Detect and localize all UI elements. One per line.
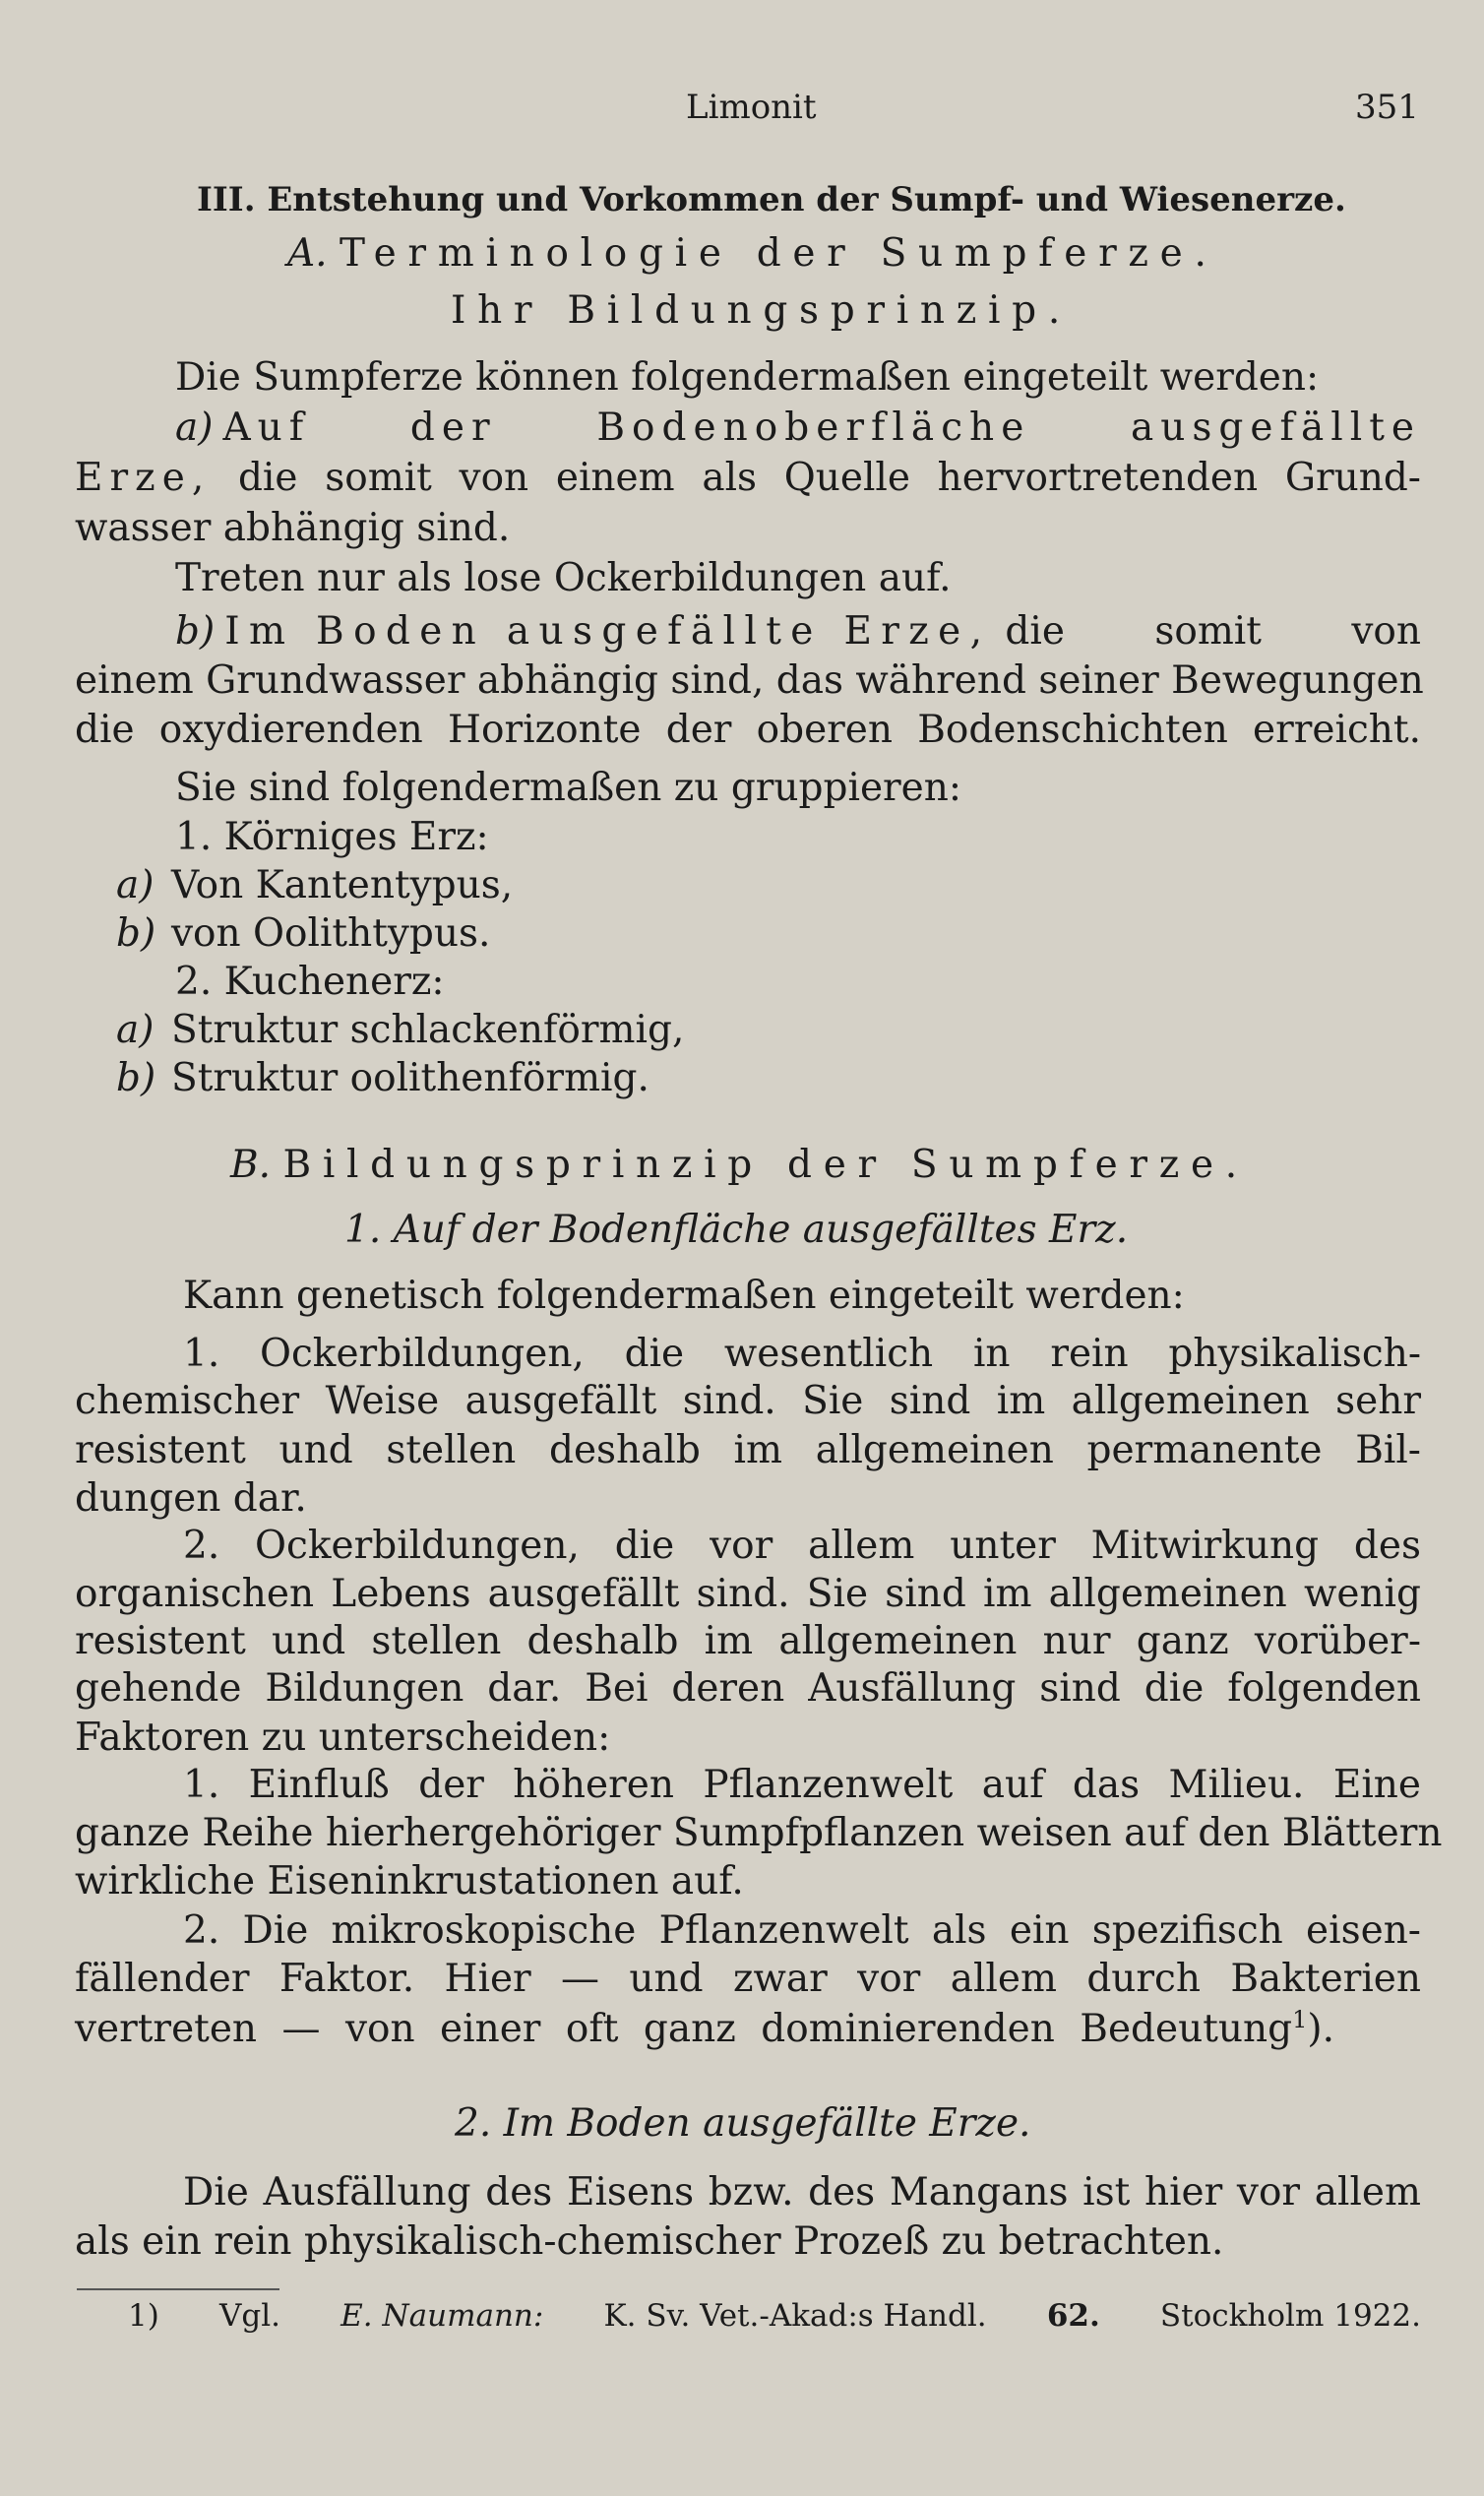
paragraph-line: Faktoren zu unterscheiden: [75, 1716, 611, 1760]
list-item-text: von Oolithtypus. [171, 911, 491, 956]
heading-text: Bildungsprinzip der Sumpferze. [282, 1143, 1249, 1187]
subheading: 1. Auf der Bodenfläche ausgefälltes Erz. [344, 1208, 1129, 1252]
footnote [128, 2298, 1421, 2334]
paragraph-line: organischen Lebens ausgefällt sind. Sie sind im allgemeinen wenig [75, 1572, 1421, 1616]
spaced-text: Erze, [75, 456, 212, 500]
text: ). [1307, 2007, 1334, 2051]
footnote-marker: 1) [128, 2298, 159, 2334]
page-number: 351 [1355, 88, 1419, 127]
list-item [116, 863, 514, 907]
list-marker: a) [116, 1008, 155, 1052]
paragraph-line: als ein rein physikalisch-chemischer Prozeß zu betrachten. [75, 2219, 1224, 2264]
list-marker: a) [175, 406, 214, 450]
paragraph-line: chemischer Weise ausgefällt sind. Sie sind im allgemeinen sehr [75, 1379, 1421, 1423]
paragraph-line: 2. Die mikroskopische Pflanzenwelt als ein spezifisch eisen- [183, 1908, 1421, 1953]
list-item [116, 911, 491, 956]
list-marker: b) [175, 609, 216, 654]
heading-text: Terminologie der Sumpferze. [339, 231, 1218, 276]
paragraph-line: gehende Bildungen dar. Bei deren Ausfällung sind die folgenden [75, 1666, 1421, 1711]
group-title: 2. Kuchenerz: [175, 960, 445, 1004]
part-b-heading [230, 1143, 1249, 1187]
footnote-volume: 62. [1046, 2298, 1100, 2334]
list-marker: b) [116, 1056, 156, 1100]
text: vertreten — von einer oft ganz dominierenden Bedeutung [75, 2007, 1293, 2051]
paragraph-line: resistent und stellen deshalb im allgemeinen permanente Bil- [75, 1428, 1421, 1472]
paragraph-line: 1. Ockerbildungen, die wesentlich in rein physikalisch- [183, 1332, 1421, 1376]
list-item-text: Von Kantentypus, [171, 863, 514, 907]
spaced-text: Im Boden ausgefällte Erze, [224, 609, 992, 654]
paragraph-line: einem Grundwasser abhängig sind, das während seiner Bewegungen [75, 658, 1424, 703]
list-marker: a) [116, 863, 155, 907]
part-a-heading [287, 231, 1218, 276]
paragraph-line: 2. Ockerbildungen, die vor allem unter Mitwirkung des [183, 1524, 1421, 1568]
list-item-text: Struktur oolithenförmig. [171, 1056, 649, 1100]
heading-letter: A. [287, 231, 328, 276]
part-a-subheading: Ihr Bildungsprinzip. [451, 288, 1072, 333]
paragraph-line: dungen dar. [75, 1476, 307, 1521]
group-title: 1. Körniges Erz: [175, 815, 489, 859]
paragraph-line: ganze Reihe hierhergehöriger Sumpfpflanzen weisen auf den Blättern [75, 1811, 1443, 1855]
paragraph-line: Kann genetisch folgendermaßen eingeteilt werden: [183, 1274, 1185, 1318]
text: die somit von [1005, 609, 1421, 654]
footnote-place-year: Stockholm 1922. [1159, 2298, 1421, 2334]
footnote-source: K. Sv. Vet.-Akad:s Handl. [603, 2298, 987, 2334]
paragraph-line: fällender Faktor. Hier — und zwar vor allem durch Bakterien [75, 1957, 1421, 2001]
heading-letter: B. [230, 1143, 272, 1187]
paragraph-line: wasser abhängig sind. [75, 506, 511, 550]
list-item-text: Struktur schlackenförmig, [171, 1008, 685, 1052]
paragraph-line [175, 609, 1421, 654]
running-title: Limonit [686, 88, 817, 127]
list-item [116, 1056, 649, 1100]
paragraph-line: die oxydierenden Horizonte der oberen Bodenschichten erreicht. [75, 708, 1421, 752]
footnote-prefix: Vgl. [219, 2298, 280, 2334]
spaced-text: Auf der Bodenoberfläche ausgefällte [222, 406, 1421, 450]
footnote-author: E. Naumann: [340, 2298, 544, 2334]
paragraph-line: Die Ausfällung des Eisens bzw. des Mangans ist hier vor allem [183, 2170, 1421, 2215]
paragraph-line: Treten nur als lose Ockerbildungen auf. [175, 556, 952, 600]
paragraph-line [75, 2006, 1334, 2051]
section-heading: III. Entstehung und Vorkommen der Sumpf- und Wiesenerze. [197, 180, 1346, 219]
paragraph-line: Die Sumpferze können folgendermaßen eingeteilt werden: [175, 355, 1320, 400]
paragraph-line [75, 456, 1421, 500]
footnote-ref: 1 [1292, 2006, 1308, 2033]
subheading: 2. Im Boden ausgefällte Erze. [455, 2101, 1031, 2146]
paragraph-line: resistent und stellen deshalb im allgemeinen nur ganz vorüber- [75, 1619, 1421, 1663]
paragraph-line: Sie sind folgendermaßen zu gruppieren: [175, 766, 962, 810]
footnote-rule [77, 2288, 279, 2290]
list-marker: b) [116, 911, 156, 956]
paragraph-line: 1. Einfluß der höheren Pflanzenwelt auf das Milieu. Eine [183, 1763, 1421, 1807]
paragraph-line [175, 406, 1421, 450]
paragraph-line: wirkliche Eiseninkrustationen auf. [75, 1859, 744, 1903]
list-item [116, 1008, 685, 1052]
text: die somit von einem als Quelle hervortretenden Grund- [237, 456, 1421, 500]
